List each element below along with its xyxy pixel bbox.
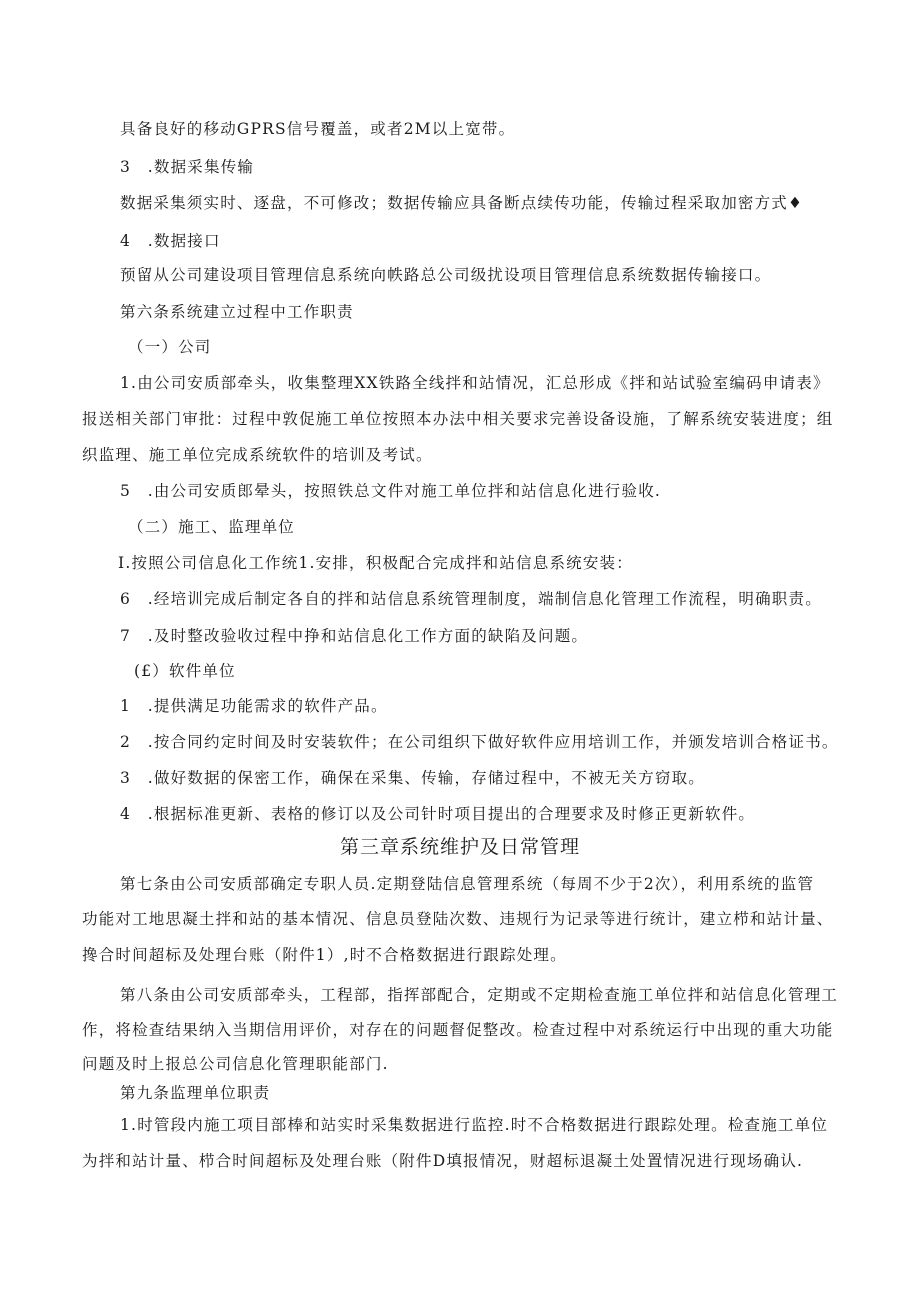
list-item: 4 .根据标准更新、表格的修订以及公司针时项目提出的合理要求及时修正更新软件。 (120, 805, 756, 823)
sub-heading-software: (£）软件单位 (134, 662, 236, 680)
paragraph-line: 1.时管段内施工项目部棒和站实时采集数据进行监控.时不合格数据进行跟踪处理。检查施工单位 (120, 1116, 829, 1134)
item-4-title: 4 .数据接口 (120, 232, 221, 250)
item-4-body: 预留从公司建设项目管理信息系统向帙路总公司级扰设项目管理信息系统数据传输接口。 (120, 266, 772, 284)
paragraph-line: 第七条由公司安质部确定专职人员.定期登陆信息管理系统（每周不少于2次），利用系统的监管 (120, 875, 815, 893)
sub-heading-construction: （二）施工、监理单位 (128, 518, 296, 536)
list-item: 6 .经培训完成后制定各自的拌和站信息系统管理制度，端制信息化管理工作流程，明确职责。 (120, 590, 822, 608)
list-item: 3 .做好数据的保密工作，确保在采集、传输，存储过程中，不被无关方窃取。 (120, 769, 705, 787)
paragraph-line: 1.由公司安质部牵头，收集整理XX铁路全线拌和站情况，汇总形成《拌和站试验室编码申请表》 (120, 374, 830, 392)
chapter-title: 第三章系统维护及日常管理 (339, 836, 580, 858)
list-item: 1 .提供满足功能需求的软件产品。 (120, 697, 388, 715)
paragraph-line: 问题及时上报总公司信息化管理职能部门. (82, 1055, 389, 1073)
paragraph-line: 搀合时间超标及处理台账（附件1）,时不合格数据进行跟踪处理。 (82, 946, 567, 964)
paragraph-line: 为拌和站计量、栉合时间超标及处理台账（附件D填报情况，财超标退凝土处置情况进行现场确认. (82, 1152, 804, 1170)
item-3-body: 数据采集须实时、逐盘，不可修改；数据传输应具备断点续传功能，传输过程采取加密方式♦ (120, 194, 804, 212)
paragraph-line: 功能对工地思凝土拌和站的基本情况、信息员登陆次数、违规行为记录等进行统计，建立栉和站计量、 (82, 910, 834, 928)
article-6-title: 第六条系统建立过程中工作职责 (120, 303, 354, 321)
paragraph-line: 作，将检查结果纳入当期信用评价，对存在的问题督促整改。检查过程中对系统运行中出现的重大功能 (82, 1021, 834, 1039)
list-item: 7 .及时整改验收过程中挣和站信息化工作方面的缺陷及问题。 (120, 627, 589, 645)
article-9-title: 第九条监理单位职责 (120, 1084, 271, 1102)
paragraph-line: 报送相关部门审批：过程中敦促施工单位按照本办法中相关要求完善设备设施，了解系统安装进度；组 (82, 410, 834, 428)
list-item: I.按照公司信息化工作统1.安排，积极配合完成拌和站信息系统安装： (118, 554, 633, 572)
item-3-title: 3 .数据采集传输 (120, 158, 255, 176)
sub-heading-company: （一）公司 (128, 338, 212, 356)
paragraph-line: 5 .由公司安质郎晕头，按照铁总文件对施工单位拌和站信息化进行验收. (120, 482, 662, 500)
paragraph-line: 织监理、施工单位完成系统软件的培训及考试。 (82, 446, 433, 464)
list-item: 2 .按合同约定时间及时安装软件；在公司组织下做好软件应用培训工作，并颁发培训合格证书。 (120, 733, 839, 751)
paragraph-line: 具备良好的移动GPRS信号覆盖，或者2M以上宽带。 (120, 120, 516, 138)
paragraph-line: 第八条由公司安质部牵头，工程部，指挥部配合，定期或不定期检查施工单位拌和站信息化管理工 (120, 986, 839, 1004)
